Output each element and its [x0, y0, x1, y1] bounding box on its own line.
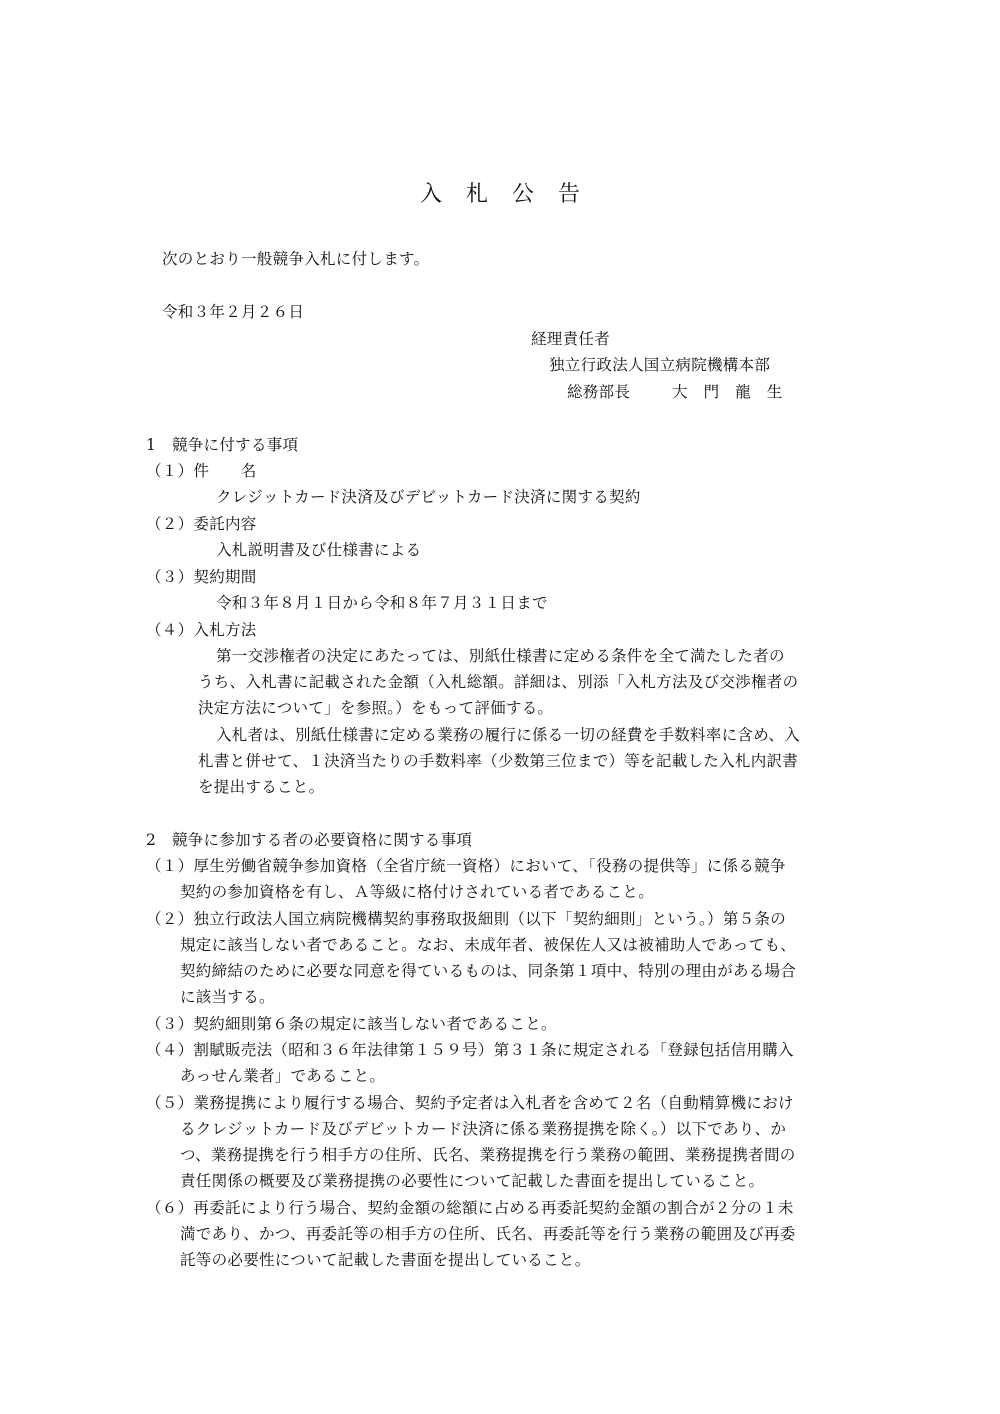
- page-title: 入札公告: [419, 182, 604, 207]
- intro-text: 次のとおり一般競争入札に付します。: [162, 250, 430, 268]
- requirement-2-line: 規定に該当しない者であること。なお、未成年者、被保佐人又は被補助人であっても、: [180, 936, 797, 954]
- issuer-position: 総務部長: [567, 383, 631, 401]
- section-1-heading: 1 競争に付する事項: [146, 436, 299, 454]
- item-1-label: （１）件 名: [146, 462, 257, 480]
- item-4-line: 入札者は、別紙仕様書に定める業務の履行に係る一切の経費を手数料率に含め、入: [216, 726, 800, 744]
- item-3-label: （３）契約期間: [146, 568, 257, 586]
- requirement-4-line: （４）割賦販売法（昭和３６年法律第１５９号）第３１条に規定される「登録包括信用購入: [146, 1041, 794, 1059]
- requirement-1-line: （１）厚生労働省競争参加資格（全省庁統一資格）において、「役務の提供等」に係る競争: [146, 857, 786, 875]
- requirement-2-line: （２）独立行政法人国立病院機構契約事務取扱細則（以下「契約細則」という。）第５条の: [146, 910, 787, 928]
- requirement-5-line: （５）業務提携により履行する場合、契約予定者は入札者を含めて２名（自動精算機におけ: [146, 1094, 794, 1112]
- requirement-5-line: るクレジットカード及びデビットカード決済に係る業務提携を除く。）以下であり、か: [180, 1120, 787, 1138]
- requirement-4-line: あっせん業者」であること。: [180, 1067, 386, 1085]
- requirement-6-line: 満であり、かつ、再委託等の相手方の住所、氏名、再委託等を行う業務の範囲及び再委: [180, 1225, 796, 1243]
- item-4-line: 札書と併せて、１決済当たりの手数料率（少数第三位まで）等を記載した入札内訳書: [198, 752, 799, 770]
- item-2-label: （２）委託内容: [146, 515, 257, 533]
- item-4-line: うち、入札書に記載された金額（入札総額。詳細は、別添「入札方法及び交渉権者の: [198, 673, 799, 691]
- requirement-6-line: （６）再委託により行う場合、契約金額の総額に占める再委託契約金額の割合が２分の１未: [146, 1199, 794, 1217]
- item-3-body: 令和３年８月１日から令和８年７月３１日まで: [216, 594, 548, 612]
- item-4-line: 第一交渉権者の決定にあたっては、別紙仕様書に定める条件を全て満たした者の: [216, 647, 785, 665]
- requirement-3-line: （３）契約細則第６条の規定に該当しない者であること。: [146, 1015, 557, 1033]
- issuer-name: 大 門 龍 生: [672, 383, 783, 401]
- requirement-6-line: 託等の必要性について記載した書面を提出していること。: [180, 1251, 591, 1269]
- item-1-body: クレジットカード決済及びデビットカード決済に関する契約: [216, 488, 641, 506]
- issuer-organization: 独立行政法人国立病院機構本部: [549, 356, 771, 374]
- requirement-2-line: 契約締結のために必要な同意を得ているものは、同条第１項中、特別の理由がある場合: [180, 962, 797, 980]
- issuer-role: 経理責任者: [531, 330, 611, 348]
- requirement-2-line: に該当する。: [180, 988, 275, 1006]
- requirement-5-line: つ、業務提携を行う相手方の住所、氏名、業務提携を行う業務の範囲、業務提携者間の: [180, 1146, 796, 1164]
- requirement-5-line: 責任関係の概要及び業務提携の必要性について記載した書面を提出していること。: [180, 1172, 765, 1190]
- item-2-body: 入札説明書及び仕様書による: [216, 541, 422, 559]
- notice-date: 令和３年２月２６日: [162, 303, 305, 321]
- item-4-label: （４）入札方法: [146, 621, 257, 639]
- requirement-1-line: 契約の参加資格を有し、Ａ等級に格付けされている者であること。: [180, 883, 655, 901]
- item-4-line: 決定方法について」を参照。）をもって評価する。: [198, 699, 554, 717]
- item-4-line: を提出すること。: [198, 778, 325, 796]
- section-2-heading: 2 競争に参加する者の必要資格に関する事項: [146, 831, 473, 849]
